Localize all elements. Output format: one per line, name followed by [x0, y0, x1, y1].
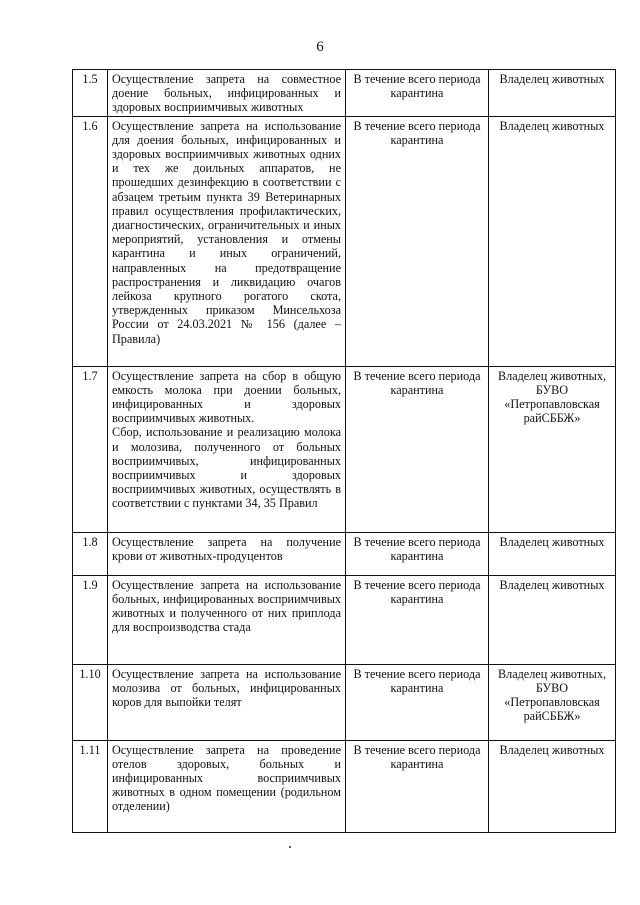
table-row: [73, 116, 616, 366]
row-number: 1.8: [73, 532, 108, 575]
measure-text-cell: [108, 366, 346, 532]
measure-text: Осуществление запрета на использование для доения больных, инфицированных и здоровых восприимчивых животных одних и тех же доильных аппаратов, не прошедших дезинфекцию в соответствии с абзацем третьим пункта 39 Ветеринарных правил осуществления профилактических, диагностических, ограничительных и иных мероприятий, установления и отмены карантина и иных ограничений, направленных на предотвращение распространения и ликвидацию очагов лейкоза крупного рогатого скота, утвержденных приказом Минсельхоза России от 24.03.2021 № 156 (далее – Правила): [108, 116, 346, 366]
measures-table: [72, 69, 616, 833]
measure-term: В течение всего периода карантина: [346, 575, 489, 664]
measure-responsible: Владелец животных: [489, 116, 616, 366]
measure-responsible: Владелец животных: [489, 575, 616, 664]
measure-text: Осуществление запрета на сбор в общую емкость молока при доении больных, инфицированных и здоровых восприимчивых животных.: [112, 368, 341, 426]
measure-text: Осуществление запрета на получение крови от животных-продуцентов: [108, 532, 346, 575]
measure-term: В течение всего периода карантина: [346, 366, 489, 532]
row-number: 1.5: [73, 70, 108, 117]
measure-term: В течение всего периода карантина: [346, 116, 489, 366]
scan-speck: [289, 846, 291, 848]
measure-responsible: Владелец животных, БУВО «Петропавловская райСББЖ»: [489, 664, 616, 740]
row-number: 1.6: [73, 116, 108, 366]
table-row: [73, 575, 616, 664]
measure-text: Осуществление запрета на проведение отелов здоровых, больных и инфицированных восприимчивых животных в одном помещении (родильном отделении): [108, 740, 346, 832]
measure-responsible: Владелец животных: [489, 740, 616, 832]
measure-text: Осуществление запрета на совместное доение больных, инфицированных и здоровых восприимчивых животных: [108, 70, 346, 117]
table-row: [73, 532, 616, 575]
measure-text-extra: Сбор, использование и реализацию молока и молозива, полученного от больных восприимчивых, инфицированных восприимчивых и здоровых восприимчивых животных, осуществлять в соответствии с пунктами 34, 35 Правил: [112, 425, 341, 511]
row-number: 1.9: [73, 575, 108, 664]
measure-text: Осуществление запрета на использование молозива от больных, инфицированных коров для выпойки телят: [108, 664, 346, 740]
row-number: 1.11: [73, 740, 108, 832]
measure-responsible: Владелец животных, БУВО «Петропавловская райСББЖ»: [489, 366, 616, 532]
measure-term: В течение всего периода карантина: [346, 664, 489, 740]
measure-responsible: Владелец животных: [489, 532, 616, 575]
measure-term: В течение всего периода карантина: [346, 532, 489, 575]
row-number: 1.7: [73, 366, 108, 532]
row-number: 1.10: [73, 664, 108, 740]
table-row: [73, 664, 616, 740]
measure-responsible: Владелец животных: [489, 70, 616, 117]
measure-term: В течение всего периода карантина: [346, 70, 489, 117]
measure-text: Осуществление запрета на использование больных, инфицированных восприимчивых животных и полученного от них приплода для воспроизводства стада: [108, 575, 346, 664]
table-row: [73, 366, 616, 532]
table-row: [73, 70, 616, 117]
measure-term: В течение всего периода карантина: [346, 740, 489, 832]
page-number: 6: [316, 39, 324, 55]
table-row: [73, 740, 616, 832]
